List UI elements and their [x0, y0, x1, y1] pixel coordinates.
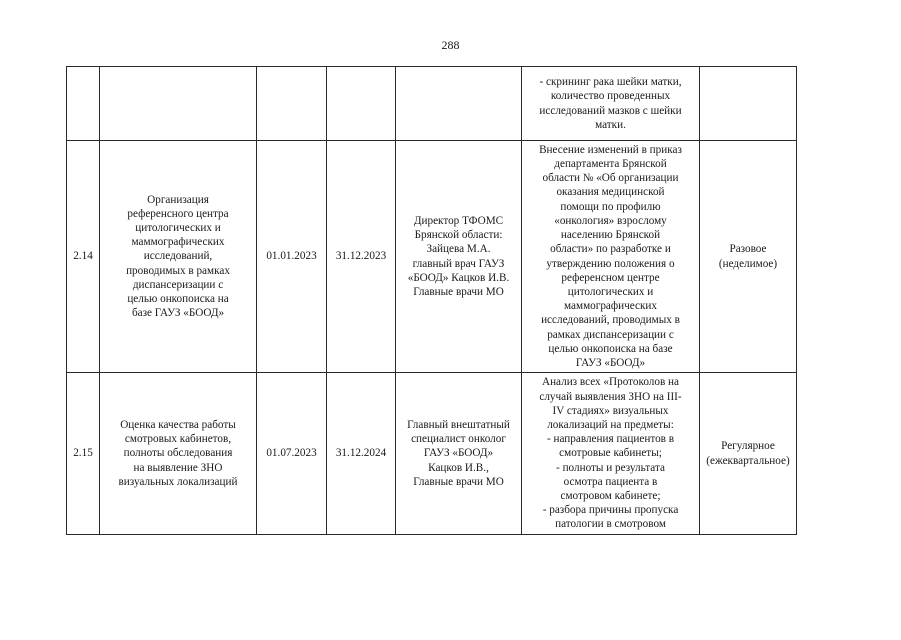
- periodicity-cell: Регулярное (ежеквартальное): [700, 373, 797, 535]
- end-date-cell: 31.12.2023: [327, 141, 396, 373]
- plan-table: [66, 66, 797, 535]
- periodicity-cell: Разовое (неделимое): [700, 141, 797, 373]
- event-cell: Организация референсного центра цитологических и маммографических исследований, проводимых в рамках диспансеризации с целью онкопоиска на базе ГАУЗ «БООД»: [100, 141, 257, 373]
- event-cell: Оценка качества работы смотровых кабинетов, полноты обследования на выявление ЗНО визуальных локализаций: [100, 373, 257, 535]
- responsible-cell: [396, 67, 522, 141]
- responsible-cell: Директор ТФОМС Брянской области: Зайцева М.А. главный врач ГАУЗ «БООД» Кацков И.В. Главные врачи МО: [396, 141, 522, 373]
- description-cell: - скрининг рака шейки матки, количество проведенных исследований мазков с шейки матки.: [522, 67, 700, 141]
- start-date-cell: [257, 67, 327, 141]
- row-number-cell: 2.15: [67, 373, 100, 535]
- row-number-cell: 2.14: [67, 141, 100, 373]
- description-cell: Внесение изменений в приказ департамента Брянской области № «Об организации оказания медицинской помощи по профилю «онкология» взрослому населению Брянской области» по разработке и утверждению положения о референсном центре цитологических и маммографических исследований, проводимых в рамках диспансеризации с целью онкопоиска на базе ГАУЗ «БООД»: [522, 141, 700, 373]
- row-number-cell: [67, 67, 100, 141]
- end-date-cell: 31.12.2024: [327, 373, 396, 535]
- table-row: [67, 141, 797, 373]
- periodicity-cell: [700, 67, 797, 141]
- end-date-cell: [327, 67, 396, 141]
- start-date-cell: 01.01.2023: [257, 141, 327, 373]
- description-cell: Анализ всех «Протоколов на случай выявления ЗНО на III- IV стадиях» визуальных локализаций на предметы: - направления пациентов в смотровые кабинеты; - полноты и результата осмотра пациента в смотровом кабинете; - разбора причины пропуска патологии в смотровом: [522, 373, 700, 535]
- table-row: [67, 373, 797, 535]
- table-row: [67, 67, 797, 141]
- event-cell: [100, 67, 257, 141]
- start-date-cell: 01.07.2023: [257, 373, 327, 535]
- responsible-cell: Главный внештатный специалист онколог ГАУЗ «БООД» Кацков И.В., Главные врачи МО: [396, 373, 522, 535]
- page-number: 288: [441, 38, 460, 52]
